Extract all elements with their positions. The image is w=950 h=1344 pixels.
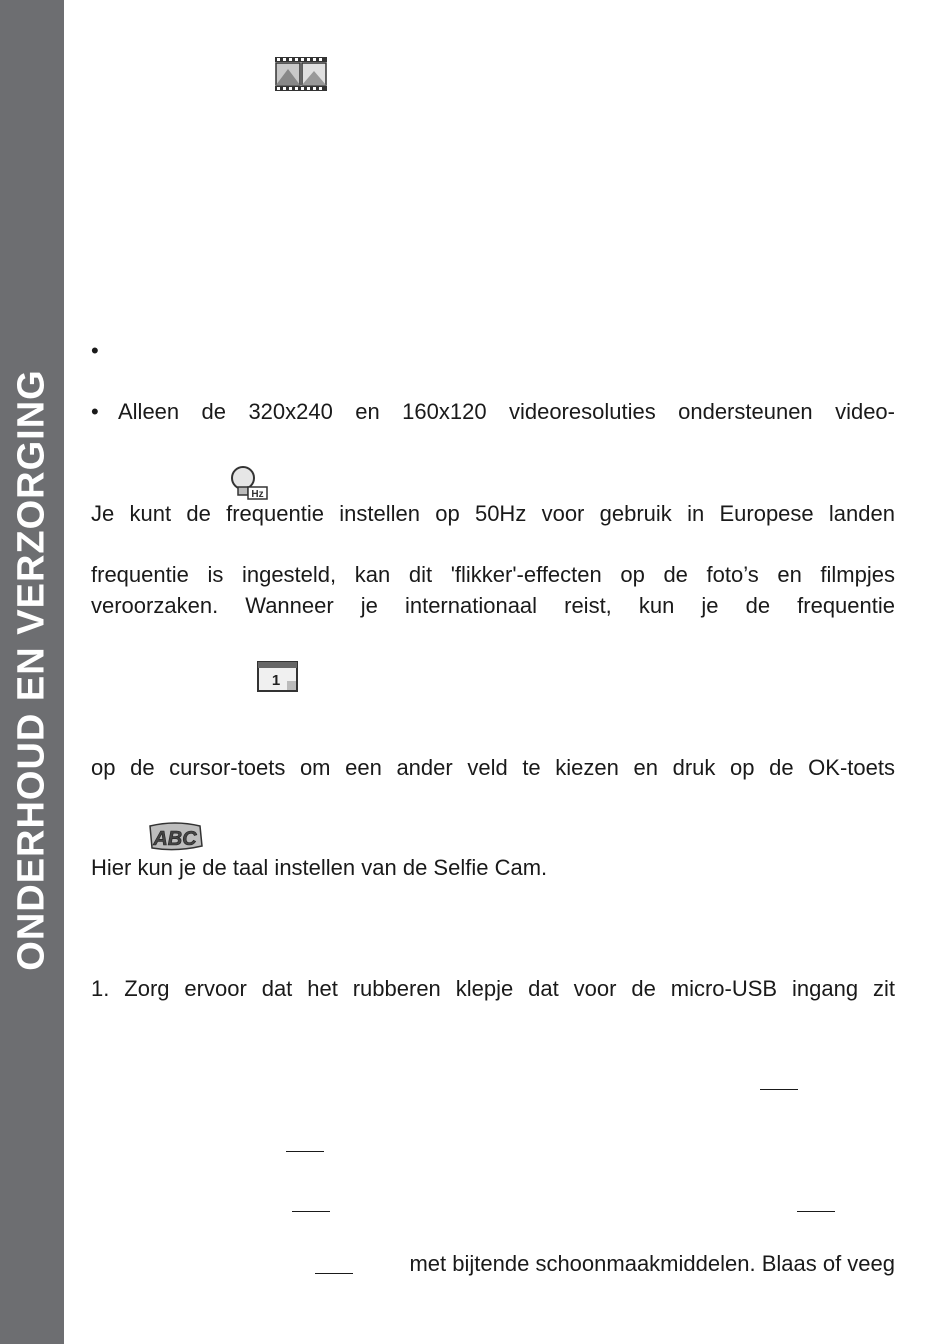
bullet-2-text: Alleen de 320x240 en 160x120 videoresoluties ondersteunen video- bbox=[118, 399, 895, 424]
date-line: op de cursor-toets om een ander veld te kiezen en druk op de OK-toets bbox=[91, 755, 895, 780]
bullet-2: • bbox=[91, 399, 99, 424]
frequency-line-1: Je kunt de frequentie instellen op 50Hz voor gebruik in Europese landen bbox=[91, 501, 895, 526]
svg-text:ABC: ABC bbox=[153, 828, 197, 850]
svg-text:Hz: Hz bbox=[251, 489, 264, 500]
bullet-1: • bbox=[91, 338, 99, 363]
frequency-line-2: frequentie is ingesteld, kan dit 'flikker'-effecten op de foto’s en filmpjes bbox=[91, 562, 895, 587]
blank-line bbox=[315, 1273, 353, 1274]
section-title: ONDERHOUD EN VERZORGING bbox=[10, 369, 53, 971]
blank-line bbox=[760, 1089, 798, 1090]
care-step-1: 1. Zorg ervoor dat het rubberen klepje dat voor de micro-USB ingang zit bbox=[91, 976, 895, 1001]
frequency-hz-icon bbox=[228, 465, 268, 501]
side-tab bbox=[0, 0, 64, 1344]
abc-language-icon bbox=[146, 822, 204, 854]
language-line: Hier kun je de taal instellen van de Selfie Cam. bbox=[91, 855, 548, 880]
film-strip-icon bbox=[275, 57, 327, 91]
svg-text:1: 1 bbox=[271, 672, 281, 689]
care-last-line: met bijtende schoonmaakmiddelen. Blaas of veeg bbox=[409, 1251, 895, 1276]
blank-line bbox=[286, 1151, 324, 1152]
blank-line bbox=[797, 1211, 835, 1212]
frequency-line-3: veroorzaken. Wanneer je internationaal reist, kun je de frequentie bbox=[91, 593, 895, 618]
blank-line bbox=[292, 1211, 330, 1212]
calendar-icon bbox=[257, 661, 298, 692]
